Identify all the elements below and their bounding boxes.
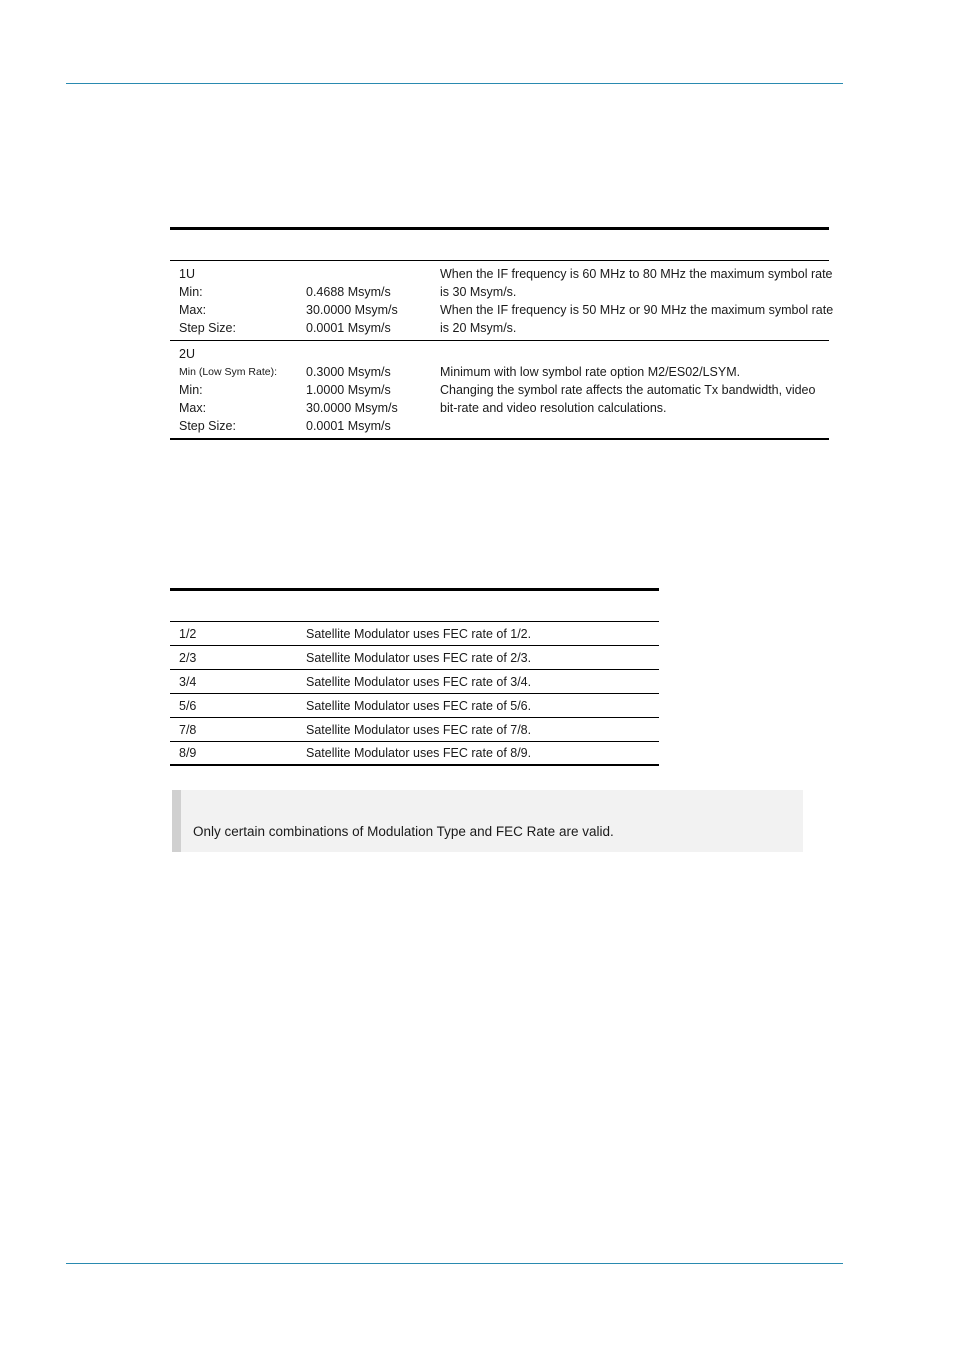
note-line: When the IF frequency is 60 MHz to 80 MHz the maximum symbol rate [440, 267, 833, 281]
fec-rate-cell: 3/4 [179, 674, 197, 689]
value-blank [306, 265, 431, 283]
model-label: 1U [179, 267, 195, 281]
table-row [170, 694, 659, 718]
row-notes [431, 345, 821, 435]
fec-rate-cell: 2/3 [179, 650, 197, 665]
fec-rate-cell: 1/2 [179, 626, 197, 641]
note-line: is 30 Msym/s. [440, 285, 517, 299]
fec-rate-cell: 8/9 [179, 746, 197, 760]
header-rule [66, 83, 843, 84]
max-value: 30.0000 Msym/s [306, 401, 398, 415]
symbol-rate-table [170, 227, 834, 440]
step-label: Step Size: [179, 419, 236, 433]
fec-rate-table [170, 588, 659, 766]
step-label: Step Size: [179, 321, 236, 335]
table-row [170, 670, 659, 694]
step-value: 0.0001 Msym/s [306, 419, 391, 433]
table-row [170, 718, 659, 742]
fec-description-cell: Satellite Modulator uses FEC rate of 3/4. [306, 674, 532, 689]
fec-rate-cell: 7/8 [179, 722, 197, 737]
fec-description-cell: Satellite Modulator uses FEC rate of 5/6. [306, 698, 532, 713]
row-labels [170, 345, 306, 435]
footer-rule [66, 1263, 843, 1264]
row-values [306, 265, 431, 337]
min-label: Min: [179, 285, 203, 299]
max-label: Max: [179, 401, 207, 415]
note-line [440, 345, 821, 363]
row-values [306, 345, 431, 435]
note-line: Minimum with low symbol rate option M2/ES02/LSYM. [440, 365, 741, 379]
value-blank [306, 345, 431, 363]
note-line: When the IF frequency is 50 MHz or 90 MHz the maximum symbol rate [440, 303, 834, 317]
note-text: Only certain combinations of Modulation Type and FEC Rate are valid. [193, 824, 614, 839]
min-label: Min: [179, 383, 203, 397]
table-row [170, 622, 659, 646]
min-value: 0.4688 Msym/s [306, 285, 391, 299]
table-header [170, 227, 829, 261]
table-row [170, 742, 659, 766]
table-row-2u [170, 341, 829, 440]
note-line: bit-rate and video resolution calculations. [440, 401, 667, 415]
min-value: 1.0000 Msym/s [306, 383, 391, 397]
max-value: 30.0000 Msym/s [306, 303, 398, 317]
fec-rate-cell: 5/6 [179, 698, 197, 713]
table-row-1u [170, 261, 834, 341]
min-low-sym-label: Min (Low Sym Rate): [179, 366, 278, 378]
min-low-sym-value: 0.3000 Msym/s [306, 365, 391, 379]
table-header [170, 588, 659, 622]
max-label: Max: [179, 303, 207, 317]
row-notes [431, 265, 834, 337]
table-row [170, 646, 659, 670]
model-label: 2U [179, 347, 195, 361]
note-line: is 20 Msym/s. [440, 321, 517, 335]
fec-description-cell: Satellite Modulator uses FEC rate of 8/9. [306, 746, 532, 760]
fec-description-cell: Satellite Modulator uses FEC rate of 7/8. [306, 722, 532, 737]
fec-description-cell: Satellite Modulator uses FEC rate of 2/3. [306, 650, 532, 665]
step-value: 0.0001 Msym/s [306, 321, 391, 335]
row-labels [170, 265, 306, 337]
note-line [440, 417, 821, 435]
fec-description-cell: Satellite Modulator uses FEC rate of 1/2. [306, 626, 532, 641]
note-box [172, 790, 803, 852]
note-line: Changing the symbol rate affects the automatic Tx bandwidth, video [440, 383, 816, 397]
